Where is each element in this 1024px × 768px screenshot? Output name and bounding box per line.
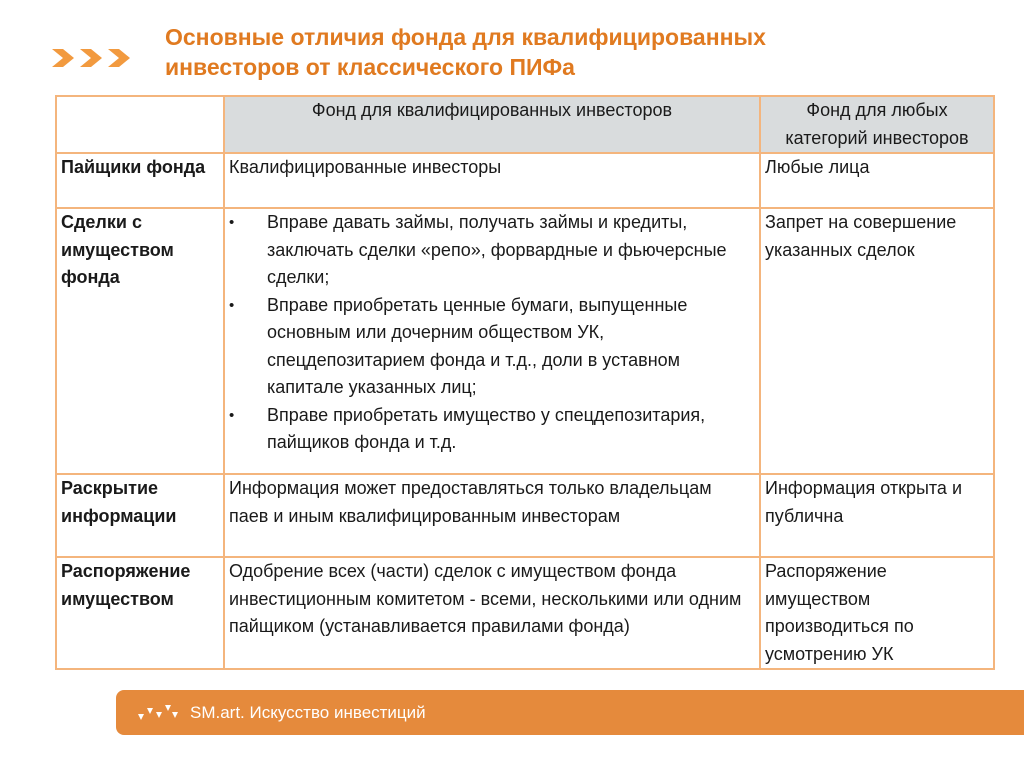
slide-title bbox=[165, 22, 985, 82]
smart-logo-icon bbox=[136, 702, 184, 722]
bullet-glyph: • bbox=[229, 296, 235, 314]
comparison-table bbox=[55, 95, 995, 670]
footer-text: SM.art. Искусство инвестиций bbox=[190, 703, 426, 722]
list-item bbox=[229, 402, 755, 457]
cell-any: Распоряжение имуществом производиться по усмотрению УК bbox=[760, 557, 994, 669]
row-label: Сделки с имуществом фонда bbox=[56, 208, 224, 474]
table-header-row bbox=[56, 96, 994, 153]
list-item bbox=[229, 292, 755, 402]
slide-title-line-1: Основные отличия фонда для квалифицированных bbox=[165, 24, 766, 50]
cell-qualified: Одобрение всех (части) сделок с имуществом фонда инвестиционным комитетом - всеми, несколькими или одним пайщиком (устанавливается правилами фонда) bbox=[224, 557, 760, 669]
footer-bar bbox=[116, 690, 1024, 735]
row-label: Раскрытие информации bbox=[56, 474, 224, 557]
bullet-glyph: • bbox=[229, 214, 235, 231]
cell-qualified: Квалифицированные инвесторы bbox=[224, 153, 760, 208]
table-row bbox=[56, 208, 994, 474]
row-label: Распоряжение имуществом bbox=[56, 557, 224, 669]
header-corner-cell bbox=[56, 96, 224, 153]
header-qualified-fund: Фонд для квалифицированных инвесторов bbox=[224, 96, 760, 153]
slide-title-line-2: инвесторов от классического ПИФа bbox=[165, 54, 575, 80]
cell-any: Любые лица bbox=[760, 153, 994, 208]
list-item-text: Вправе приобретать имущество у спецдепозитария, пайщиков фонда и т.д. bbox=[267, 404, 706, 452]
triple-chevron-right-icon bbox=[50, 46, 134, 70]
header-any-investors-fund: Фонд для любых категорий инвесторов bbox=[760, 96, 994, 153]
list-item-text: Вправе давать займы, получать займы и кредиты, заключать сделки «репо», форвардные и фьючерсные сделки; bbox=[267, 212, 727, 287]
row-label: Пайщики фонда bbox=[56, 153, 224, 208]
bullet-glyph: • bbox=[229, 406, 235, 424]
table-row bbox=[56, 474, 994, 557]
cell-any: Запрет на совершение указанных сделок bbox=[760, 208, 994, 474]
table-row bbox=[56, 557, 994, 669]
cell-qualified bbox=[224, 208, 760, 474]
cell-any: Информация открыта и публична bbox=[760, 474, 994, 557]
table-row bbox=[56, 153, 994, 208]
cell-qualified: Информация может предоставляться только владельцам паев и иным квалифицированным инвесторам bbox=[224, 474, 760, 557]
bullet-list bbox=[229, 209, 755, 457]
list-item bbox=[229, 209, 755, 292]
list-item-text: Вправе приобретать ценные бумаги, выпущенные основным или дочерним обществом УК, спецдепозитарием фонда и т.д., доли в уставном капитале указанных лиц; bbox=[267, 294, 688, 397]
